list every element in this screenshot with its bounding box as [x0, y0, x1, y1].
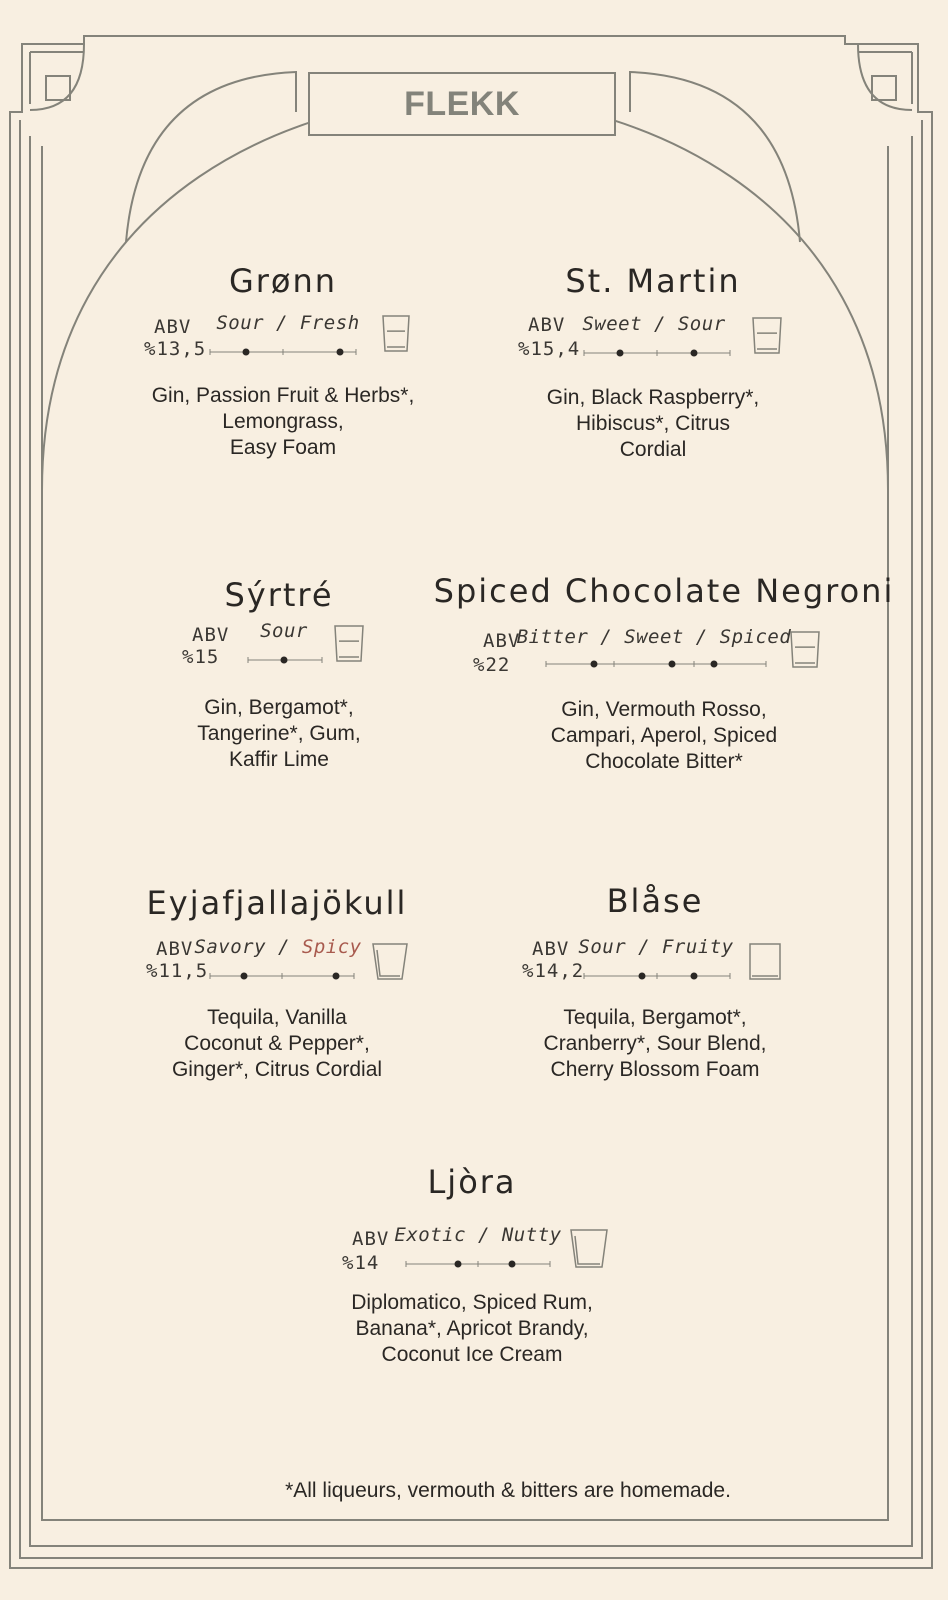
flavor-profile-text: Sour / Fruity	[578, 936, 734, 958]
square-glass-icon	[749, 942, 781, 980]
ingredient-line: Chocolate Bitter*	[585, 750, 743, 773]
ingredients	[351, 1290, 593, 1368]
cocktail-name: Grønn	[228, 262, 338, 300]
flavor-marker	[281, 657, 288, 664]
rocks-glass-icon	[382, 314, 410, 352]
abv-label: ABV	[528, 314, 566, 336]
flavor-marker	[333, 973, 340, 980]
flavor-profile-text: Exotic / Nutty	[394, 1224, 562, 1246]
flavor-scale	[210, 346, 356, 358]
abv-value: %22	[473, 654, 511, 676]
ingredient-line: Gin, Black Raspberry*,	[546, 386, 760, 409]
flavor-profile	[517, 626, 792, 648]
flavor-profile-text: Bitter / Sweet / Spiced	[516, 626, 792, 648]
abv-value: %15	[182, 646, 220, 668]
ingredient-line: Coconut Ice Cream	[381, 1343, 563, 1366]
ingredients	[544, 1005, 767, 1083]
flavor-profile	[194, 936, 361, 958]
ingredient-line: Gin, Vermouth Rosso,	[561, 698, 767, 721]
flavor-marker	[243, 349, 250, 356]
flavor-marker	[455, 1261, 462, 1268]
flavor-profile-text: Sweet / Sour	[582, 313, 726, 335]
abv-label: ABV	[156, 938, 194, 960]
ingredient-line: Campari, Aperol, Spiced	[550, 724, 778, 747]
flavor-scale	[546, 658, 766, 670]
flavor-scale	[210, 970, 354, 982]
flavor-profile	[394, 1224, 561, 1246]
ingredient-line: Gin, Passion Fruit & Herbs*,	[151, 384, 415, 407]
flavor-marker	[639, 973, 646, 980]
ingredient-line: Tequila, Vanilla	[207, 1006, 347, 1029]
flavor-profile	[578, 936, 733, 958]
cocktail-name: Eyjafjallajökull	[146, 884, 408, 922]
tapered-glass-icon	[372, 942, 408, 980]
flavor-marker	[691, 350, 698, 357]
ingredients	[197, 695, 360, 773]
ingredients	[547, 385, 759, 463]
ingredient-line: Ginger*, Citrus Cordial	[171, 1058, 383, 1081]
ingredients	[172, 1005, 382, 1083]
flavor-marker	[669, 661, 676, 668]
flavor-scale	[584, 970, 730, 982]
ingredient-line: Lemongrass,	[222, 410, 344, 433]
ingredient-line: Easy Foam	[229, 436, 337, 459]
ingredients	[551, 697, 777, 775]
flavor-marker	[591, 661, 598, 668]
flavor-marker	[509, 1261, 516, 1268]
abv-value: %13,5	[144, 338, 207, 360]
flavor-scale	[248, 654, 322, 666]
ingredient-line: Hibiscus*, Citrus	[575, 412, 731, 435]
abv-value: %15,4	[518, 338, 581, 360]
flavor-marker	[617, 350, 624, 357]
ingredient-line: Tangerine*, Gum,	[197, 722, 361, 745]
abv-label: ABV	[154, 316, 192, 338]
brand-logo: FLEKK	[308, 72, 616, 136]
flavor-profile-accent: Spicy	[301, 936, 362, 958]
flavor-scale	[406, 1258, 550, 1270]
tapered-glass-icon	[570, 1228, 608, 1268]
ingredient-line: Banana*, Apricot Brandy,	[355, 1317, 589, 1340]
rocks-glass-icon	[752, 316, 782, 354]
homemade-footnote: *All liqueurs, vermouth & bitters are homemade.	[285, 1479, 731, 1502]
ingredient-line: Coconut & Pepper*,	[184, 1032, 370, 1055]
ingredient-line: Kaffir Lime	[228, 748, 329, 771]
flavor-profile-text: Savory /	[194, 936, 302, 958]
abv-value: %14,2	[522, 960, 585, 982]
cocktail-name: Sýrtré	[224, 576, 334, 614]
flavor-profile	[216, 312, 359, 334]
abv-label: ABV	[483, 630, 521, 652]
flavor-marker	[241, 973, 248, 980]
cocktail-name: Blåse	[606, 882, 704, 920]
rocks-glass-icon	[334, 624, 364, 662]
ingredient-line: Tequila, Bergamot*,	[563, 1006, 747, 1029]
cocktail-name: Spiced Chocolate Negroni	[433, 572, 895, 610]
flavor-profile-text: Sour / Fresh	[216, 312, 360, 334]
ingredient-line: Gin, Bergamot*,	[204, 696, 354, 719]
cocktail-name: St. Martin	[565, 262, 741, 300]
cocktail-name: Ljòra	[427, 1163, 517, 1201]
ingredients	[152, 383, 415, 461]
flavor-profile	[260, 620, 308, 642]
ingredient-line: Diplomatico, Spiced Rum,	[351, 1291, 593, 1314]
flavor-marker	[337, 349, 344, 356]
ingredient-line: Cranberry*, Sour Blend,	[543, 1032, 767, 1055]
abv-value: %14	[342, 1252, 380, 1274]
flavor-marker	[691, 973, 698, 980]
flavor-marker	[711, 661, 718, 668]
abv-label: ABV	[352, 1228, 390, 1250]
ingredient-line: Cherry Blossom Foam	[550, 1058, 760, 1081]
flavor-profile	[582, 313, 725, 335]
flavor-scale	[584, 347, 730, 359]
abv-label: ABV	[192, 624, 230, 646]
ingredient-line: Cordial	[619, 438, 687, 461]
rocks-glass-icon	[790, 630, 820, 668]
abv-label: ABV	[532, 938, 570, 960]
abv-value: %11,5	[146, 960, 209, 982]
flavor-profile-text: Sour	[260, 620, 308, 642]
